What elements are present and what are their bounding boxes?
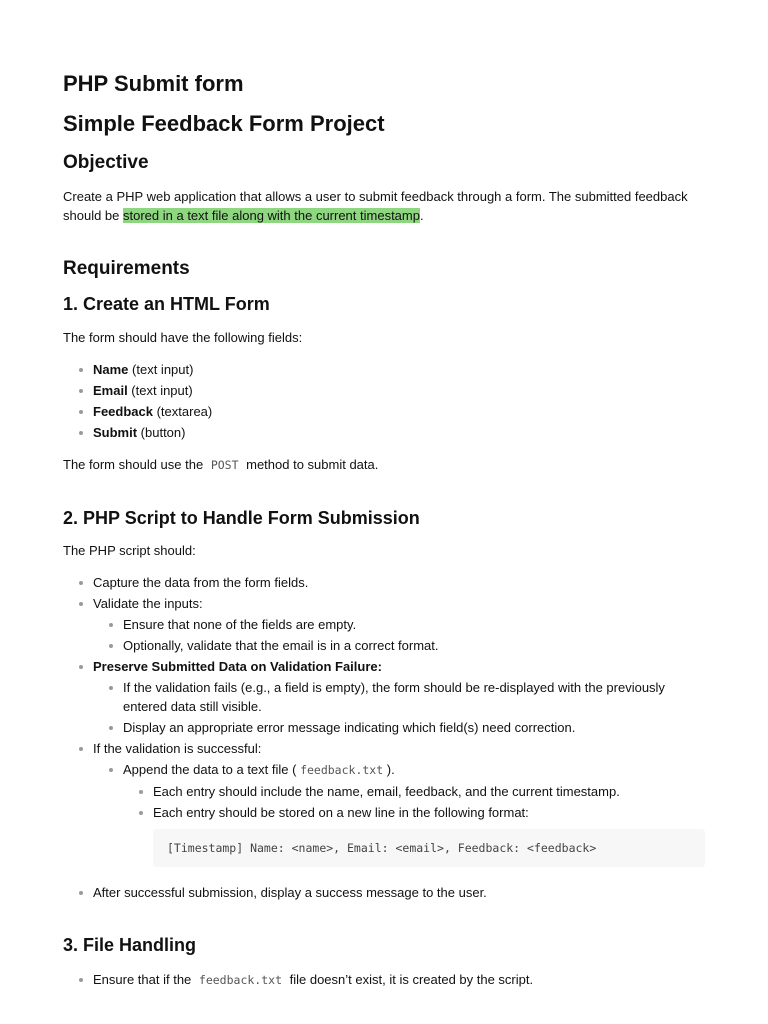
list-item: [63, 970, 533, 990]
entry-sublist: [123, 782, 708, 822]
list-item: [63, 739, 708, 822]
list-item: Capture the data from the form fields.: [63, 573, 708, 592]
section1-heading: 1. Create an HTML Form: [63, 294, 270, 314]
section2-heading: 2. PHP Script to Handle Form Submission: [63, 508, 420, 528]
objective-highlight: stored in a text file along with the current timestamp: [123, 208, 420, 223]
field-name: Submit: [93, 425, 138, 440]
post-code: POST: [210, 458, 239, 472]
section2-intro: The PHP script should:: [63, 543, 196, 558]
list-item: Optionally, validate that the email is in a correct format.: [93, 636, 708, 655]
form-fields-list: [63, 360, 212, 444]
section1-intro: The form should have the following fields:: [63, 330, 303, 345]
file-handling-text-after: file doesn’t exist, it is created by the script.: [286, 972, 534, 987]
list-item: [63, 423, 212, 442]
script-requirements-list: [63, 573, 708, 824]
list-item: [63, 657, 708, 737]
objective-heading: Objective: [63, 152, 149, 173]
page-title: PHP Submit form: [63, 71, 244, 96]
success-sublist: [93, 760, 708, 822]
method-text: [63, 455, 708, 475]
after-success-list: [63, 883, 487, 904]
list-item: Ensure that none of the fields are empty.: [93, 615, 708, 634]
field-type: (text input): [127, 383, 193, 398]
field-name: Name: [93, 362, 129, 377]
feedback-file-code: feedback.txt: [300, 763, 384, 777]
page-subtitle: Simple Feedback Form Project: [63, 111, 385, 136]
append-text-after: ).: [383, 762, 395, 777]
objective-text-after: .: [419, 208, 424, 223]
field-type: (button): [137, 425, 186, 440]
field-type: (textarea): [152, 404, 213, 419]
list-item: [63, 360, 212, 379]
field-name: Email: [93, 383, 128, 398]
validate-label: Validate the inputs:: [93, 596, 203, 611]
format-code-block: [Timestamp] Name: <name>, Email: <email>, Feedback: <feedback>: [153, 829, 705, 867]
list-item: If the validation fails (e.g., a field is empty), the form should be re-displayed with the previously entered data still visible.: [93, 678, 708, 716]
success-label: If the validation is successful:: [93, 741, 262, 756]
field-type: (text input): [128, 362, 194, 377]
section3-heading: 3. File Handling: [63, 935, 197, 955]
list-item: Each entry should be stored on a new line in the following format:: [123, 803, 708, 822]
list-item: After successful submission, display a success message to the user.: [63, 883, 487, 902]
field-name: Feedback: [93, 404, 153, 419]
method-text-before: The form should use the: [63, 457, 207, 472]
objective-text-before: Create a PHP web application that allows a user to submit feedback through a form. The submitted feedback should be: [63, 189, 688, 223]
validate-sublist: [93, 615, 708, 655]
file-handling-list: [63, 970, 533, 992]
preserve-label: Preserve Submitted Data on Validation Failure:: [93, 659, 382, 674]
method-text-after: method to submit data.: [242, 457, 379, 472]
preserve-sublist: [93, 678, 708, 737]
file-handling-text-before: Ensure that if the: [93, 972, 195, 987]
requirements-heading: Requirements: [63, 258, 190, 279]
feedback-file-code: feedback.txt: [198, 973, 282, 987]
append-text-before: Append the data to a text file (: [123, 762, 301, 777]
objective-text: [63, 187, 708, 225]
list-item: [93, 760, 708, 822]
list-item: Display an appropriate error message indicating which field(s) need correction.: [93, 718, 708, 737]
list-item: Each entry should include the name, email, feedback, and the current timestamp.: [123, 782, 708, 801]
list-item: [63, 402, 212, 421]
list-item: [63, 594, 708, 655]
list-item: [63, 381, 212, 400]
